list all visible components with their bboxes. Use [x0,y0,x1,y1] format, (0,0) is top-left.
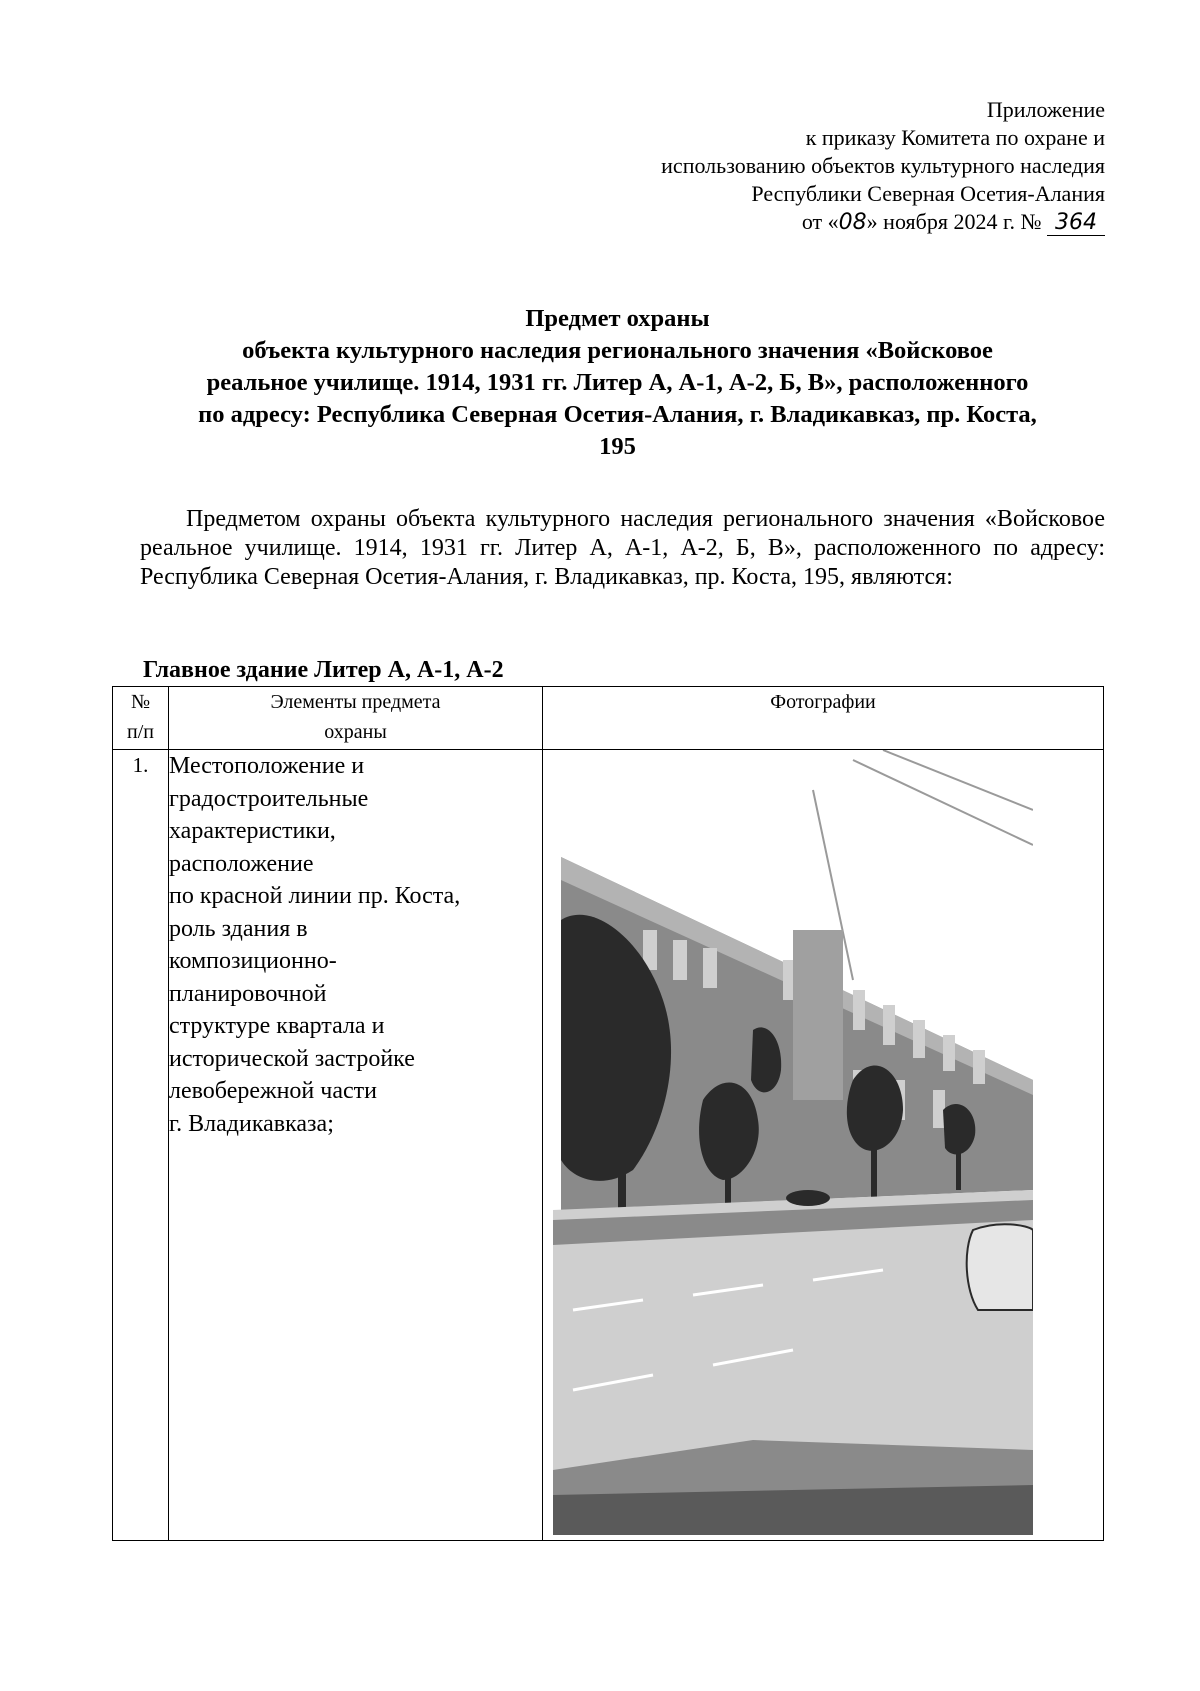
title-line-1: Предмет охраны [525,305,710,332]
intro-paragraph [140,505,1105,592]
title-line-4: по адресу: Республика Северная Осетия-Алания, г. Владикавказ, пр. Коста, [198,401,1037,428]
element-line: градостроительные [169,785,369,812]
header-elements-line-2: охраны [324,721,387,743]
annex-line-2: к приказу Комитета по охране и [805,125,1105,150]
annex-header [545,96,1105,237]
element-line: Местоположение и [169,753,365,779]
annex-day: 08 [838,210,867,235]
annex-order-number: 364 [1047,211,1105,236]
element-line: планировочной [169,980,327,1007]
section-title: Главное здание Литер А, А-1, А-2 [143,657,504,683]
annex-date-prefix: от « [801,209,839,234]
row-number: 1. [113,750,169,1541]
element-line: левобережной части [169,1078,377,1104]
element-line: г. Владикавказа; [169,1110,334,1137]
title-line-2: объекта культурного наследия регионального значения «Войсковое [242,337,993,364]
element-line: роль здания в [169,915,308,942]
element-line: структуре квартала и [169,1013,385,1039]
element-line: исторической застройке [169,1045,415,1072]
element-line: расположение [169,850,314,877]
element-line: характеристики, [169,818,336,844]
row-elements [169,750,543,1541]
annex-date-line [545,208,1105,237]
title-line-3: реальное училище. 1914, 1931 гг. Литер А, А-1, А-2, Б, В», расположенного [206,369,1029,396]
header-number-line-1: № [130,691,151,713]
building-photo [553,750,1033,1535]
element-line: по красной линии пр. Коста, [169,883,461,909]
header-elements-line-1: Элементы предмета [270,691,441,713]
protection-table [112,686,1104,1541]
annex-line-1: Приложение [986,97,1105,122]
intro-text: Предметом охраны объекта культурного наследия регионального значения «Войсковое реальное училище. 1914, 1931 гг. Литер А, А-1, А-2, Б, В», расположенного по адресу: Республика Северная Осетия-Алания, г. Владикавказ, пр. Коста, 195, являются: [140,506,1105,590]
annex-line-4: Республики Северная Осетия-Алания [751,181,1105,206]
header-number-line-2: п/п [127,721,154,743]
annex-line-3: использованию объектов культурного наследия [661,153,1105,178]
table-header-row [113,687,1104,750]
element-line: композиционно- [169,948,337,974]
annex-date-middle: » ноября 2024 г. № [866,209,1042,234]
table-row [113,750,1104,1541]
header-elements [169,687,543,750]
header-number [113,687,169,750]
row-photo [543,750,1104,1541]
header-photos: Фотографии [543,687,1104,750]
parked-car [967,1224,1033,1310]
title-line-5: 195 [599,433,636,460]
document-title [130,303,1105,463]
